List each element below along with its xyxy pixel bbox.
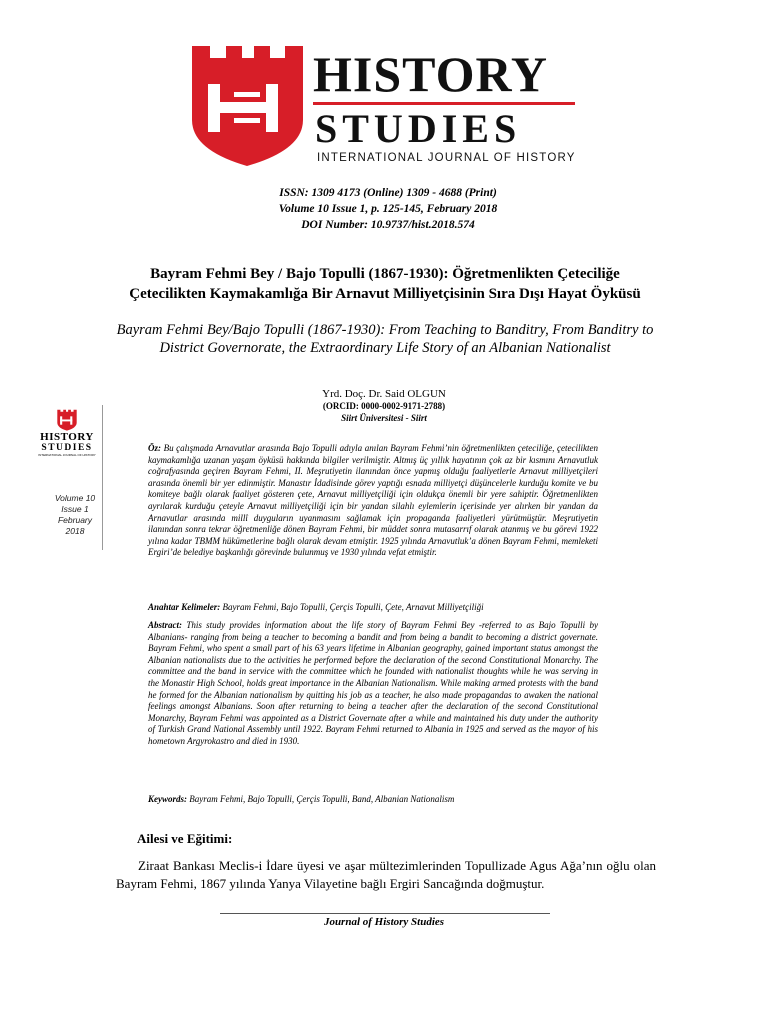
keywords-label: Keywords: [148, 794, 187, 804]
author-block [0, 388, 768, 424]
sidebar-logo-studies: STUDIES [41, 443, 93, 453]
keywords [148, 794, 598, 806]
journal-logo [190, 42, 580, 170]
section-paragraph: Ziraat Bankası Meclis-i İdare üyesi ve aşar mültezimlerinden Topullizade Agus Ağa’nın oğlu olan Bayram Fehmi, 1867 yılında Yanya Vilayetine bağlı Ergiri Sancağında doğmuştur. [116, 858, 656, 891]
sidebar-logo-sub: INTERNATIONAL JOURNAL OF HISTORY [38, 453, 96, 457]
oz-label: Öz: [148, 443, 161, 453]
castle-logo-icon [190, 42, 305, 168]
sidebar-castle-icon [56, 409, 78, 431]
abstract-label: Abstract: [148, 620, 183, 630]
abstract-text: This study provides information about the life story of Bayram Fehmi Bey -referred to as Bajo Topulli by Albanians- ranging from being a teacher to becoming a bandit and from being a bandit to becoming a district governate. Bayram Fehmi, who spent a small part of his 63 years lifetime in Albanian geography, gained important status amongst the Albanian nationalists due to the activities he performed before the declaration of the second Constitutional Monarchy. The committee and the band in service with the committee which he founded with nationalist thoughts while he was serving in the Monastir High School, holds great importance in the Albanian Nationalism. While making armed protests with the band he formed for the Albanian nationalism by quitting his job as a teacher, he also made propagandas to awaken the national feelings amongst Albanians. Soon after returning to being a teacher after the declaration of the second Constitutional Monarchy, Bayram Fehmi was appointed as a District Governate after a while and maintained his duty under the authority of Turkish Grand National Assembly until 1922. Bayram Fehmi returned to Albania in 1925 and served as the mayor of his hometown Argyrokastro and died in 1930. [148, 620, 598, 746]
doi: DOI Number: 10.9737/hist.2018.574 [301, 219, 475, 231]
anahtar-kelimeler [148, 602, 598, 614]
sidebar-logo-title: HISTORY [40, 431, 94, 443]
publication-info [0, 185, 768, 233]
title-turkish: Bayram Fehmi Bey / Bajo Topulli (1867-1930): Öğretmenlikten Çeteciliğe Çetecilikten Kaymakamlığa Bir Arnavut Milliyetçisinin Sıra Dışı Hayat Öyküsü [129, 266, 641, 302]
footer-rule [220, 913, 550, 914]
abstract-paragraph [148, 620, 598, 748]
oz-text: Bu çalışmada Arnavutlar arasında Bajo Topulli adıyla anılan Bayram Fehmi’nin öğretmenlikten çeteciliğe, çetecilikten kaymakamlığa uzanan yaşam öyküsü hakkında bilgiler verilmiştir. Altmış üç yıllık hayatının çok az bir kısmını Arnavutluk coğrafyasında geçiren Bayram Fehmi, II. Meşrutiyetin ilanından önce yapmış olduğu faaliyetlerle Arnavut milliyetçileri arasında önemli bir yer edinmiştir. Manastır İdadisinde görev yaptığı esnada milliyetçi düşüncelerle kurduğu komite ve bu komiteye bağlı olarak faaliyet gösteren çete, Arnavut milliyetçiliği için oldukça önemli bir yere sahiptir. Öğretmenlikten ayrılarak kurduğu çeteyle Arnavut milliyetçiliği için bir yandan silahlı eylemlerin içerisinde yer alırken bir yandan da Arnavutlar arasında millî duyguların uyanmasını sağlamak için propaganda faaliyetleri yürütmüştür. Meşrutiyetin ilanından sonra tekrar öğretmenliğe dönen Bayram Fehmi, bir müddet sonra mutasarrıf olarak atanmış ve bu görevi 1922 yılına kadar TBMM hükümetlerine bağlı olarak devam etmiştir. 1925 yılında Arnavutluk’a dönen Bayram Fehmi, memleketi Ergiri’de belediye başkanlığı görevinde bulunmuş ve 1930 yılında vefat etmiştir. [148, 443, 598, 558]
author-university: Siirt Üniversitesi - Siirt [341, 413, 427, 423]
volume-info: Volume 10 Issue 1, p. 125-145, February 2018 [278, 203, 498, 215]
footer-journal: Journal of History Studies [323, 916, 445, 928]
sidebar-issue: Issue 1 [61, 504, 89, 514]
sidebar-volume: Volume 10 [54, 493, 96, 503]
anahtar-text: Bayram Fehmi, Bajo Topulli, Çerçis Topulli, Çete, Arnavut Milliyetçiliği [220, 602, 484, 612]
oz-paragraph [148, 443, 598, 559]
logo-subtitle: INTERNATIONAL JOURNAL OF HISTORY [317, 152, 576, 164]
section-heading: Ailesi ve Eğitimi: [137, 831, 233, 846]
logo-studies: STUDIES [315, 106, 522, 151]
sidebar-year: 2018 [65, 526, 85, 536]
title-english: Bayram Fehmi Bey/Bajo Topulli (1867-1930): From Teaching to Banditry, From Banditry to District Governorate, the Extraordinary Life Story of an Albanian Nationalist [116, 322, 654, 356]
sidebar-month: February [57, 515, 92, 525]
sidebar-logo [32, 409, 102, 457]
keywords-text: Bayram Fehmi, Bajo Topulli, Çerçis Topulli, Band, Albanian Nationalism [187, 794, 455, 804]
sidebar-volume-info [30, 493, 120, 537]
sidebar [30, 405, 103, 550]
anahtar-label: Anahtar Kelimeler: [148, 602, 221, 612]
author-name: Yrd. Doç. Dr. Said OLGUN [322, 388, 446, 400]
logo-rule [313, 102, 575, 105]
author-orcid: (ORCID: 0000-0002-9171-2788) [322, 401, 446, 411]
logo-title: HISTORY [313, 46, 548, 102]
issn: ISSN: 1309 4173 (Online) 1309 - 4688 (Print) [279, 187, 497, 199]
